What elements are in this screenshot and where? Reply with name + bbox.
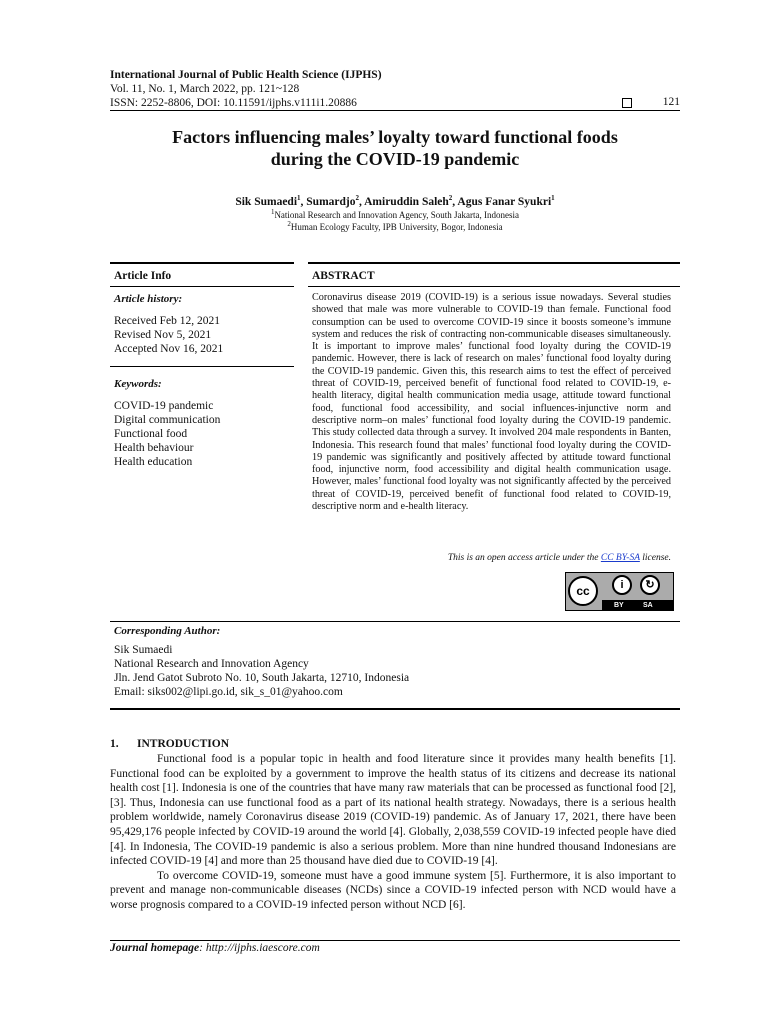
introduction-body <box>110 752 676 913</box>
paragraph: To overcome COVID-19, someone must have a good immune system [5]. Furthermore, it is also important to prevent and manage non-communicable diseases (NCDs) since a COVID-19 infected person with NCD would have a worse prognosis compared to a COVID-19 infected person without NCD [6]. <box>110 869 676 911</box>
badge-by: BY <box>614 602 624 609</box>
header-rule <box>110 110 680 111</box>
corresponding-bottom-rule <box>110 708 680 710</box>
badge-sa: SA <box>643 602 653 609</box>
running-header <box>110 68 680 110</box>
paper-title <box>110 126 680 170</box>
abstract-top-rule <box>308 262 680 264</box>
corresponding-address: Jln. Jend Gatot Subroto No. 10, South Jakarta, 12710, Indonesia <box>114 672 410 684</box>
keyword: Digital communication <box>114 414 221 426</box>
author: Sumardjo$^2$, <box>306 194 365 208</box>
history-list <box>114 314 223 356</box>
title-line-2: during the COVID-19 pandemic <box>270 149 520 169</box>
keywords-rule <box>110 366 294 367</box>
abstract-rule <box>308 286 680 287</box>
section-heading <box>110 738 229 750</box>
corresponding-agency: National Research and Innovation Agency <box>114 658 309 670</box>
keywords-list <box>114 399 220 469</box>
homepage-url[interactable]: : http://ijphs.iaescore.com <box>199 942 320 954</box>
keyword: COVID-19 pandemic <box>114 400 214 412</box>
journal-homepage: Journal homepage: http://ijphs.iaescore.com <box>110 942 320 954</box>
paragraph: Functional food is a popular topic in health and food literature since it provides many health benefits [1]. Functional food can be exploited by a government to improve the health status of its citizens and decrease its national health cost [1]. Indonesia is one of the countries that have many raw materials that can be processed as functional food [2], [3]. Thus, Indonesia can use functional food as a part of its national health strategy. Nowadays, there is a serious health problem worldwide, namely Coronavirus disease 2019 (COVID-19) pandemic. As of January 17, 2021, there have been 95,429,176 people infected by COVID-19 around the world [4]. Globally, 2,038,559 COVID-19 infected people have died [4]. In Indonesia, The COVID-19 pandemic is also a serious problem. More than nine hundred thousand Indonesians are infected COVID-19 [4] and more than 25 thousand have died due to COVID-19 [4]. <box>110 753 676 868</box>
keywords-label: Keywords: <box>114 378 162 390</box>
article-info-top-rule <box>110 262 294 264</box>
journal-name: International Journal of Public Health Science (IJPHS) <box>110 69 382 81</box>
history-item: Revised Nov 5, 2021 <box>114 329 212 341</box>
history-item: Accepted Nov 16, 2021 <box>114 343 224 355</box>
article-info-rule <box>110 286 294 287</box>
keyword: Health education <box>114 456 193 468</box>
footer-rule <box>110 940 680 941</box>
keyword: Health behaviour <box>114 442 194 454</box>
history-item: Received Feb 12, 2021 <box>114 315 221 327</box>
section-number: 1. <box>110 738 119 750</box>
article-info-heading: Article Info <box>114 270 172 282</box>
corresponding-email: Email: siks002@lipi.go.id, sik_s_01@yahoo.com <box>114 686 343 698</box>
badge-strip <box>602 600 673 610</box>
corresponding-name: Sik Sumaedi <box>114 644 173 656</box>
keyword: Functional food <box>114 428 188 440</box>
corresponding-top-rule <box>110 621 680 622</box>
author-list <box>110 196 680 208</box>
page-square-icon <box>622 98 632 108</box>
author: Sik Sumaedi$^1$, <box>235 194 307 208</box>
corresponding-label: Corresponding Author: <box>114 625 221 637</box>
license-note: This is an open access article under the CC BY-SA license. <box>447 553 671 563</box>
issn-doi: ISSN: 2252-8806, DOI: 10.11591/ijphs.v111i1.20886 <box>110 97 357 109</box>
share-alike-icon: ↻ <box>640 575 660 595</box>
cc-by-sa-badge[interactable] <box>565 572 674 611</box>
cc-icon: cc <box>568 576 598 606</box>
history-label: Article history: <box>114 293 183 305</box>
volume-info: Vol. 11, No. 1, March 2022, pp. 121~128 <box>110 83 300 95</box>
person-icon: i <box>612 575 632 595</box>
page-number: 121 <box>662 96 680 108</box>
abstract-heading: ABSTRACT <box>312 270 375 282</box>
title-line-1: Factors influencing males’ loyalty toward functional foods <box>172 127 618 147</box>
author: Amiruddin Saleh$^2$, <box>364 194 458 208</box>
corresponding-details <box>114 643 409 699</box>
license-link[interactable]: CC BY-SA <box>600 553 640 563</box>
abstract-text: Coronavirus disease 2019 (COVID-19) is a serious issue nowadays. Several studies showed that male was more vulnerable to COVID-19 than female. Functional food consumption can be used to overcome COVID-19 since it boosts someone’s immune system and reduces the risk of contracting non-communicable diseases simultaneously. It is important to improve males’ functional food loyalty during the COVID-19 pandemic. However, there is lack of research on males’ functional food loyalty during the COVID-19 pandemic. Given this, this research aims to test the effect of perceived threat of COVID-19, perceived benefit of functional food related to COVID-19, e-health literacy, digital health communication media usage, attitude toward functional food, functional food accessibility, and social influences-injunctive norm and descriptive norm–on males’ functional food loyalty during the COVID-19 pandemic. This study collected data through a survey. It involved 204 male respondents in Banten, Indonesia. This research found that males’ functional food loyalty during the COVID-19 pandemic was significantly and positively affected by attitude toward functional food, injunctive norm, food accessibility and digital health communication usage. However, males’ functional food loyalty was not significantly affected by the perceived threat of COVID-19, perceived benefit of functional food related to COVID-19, descriptive norm and e-health literacy. <box>312 292 671 513</box>
section-title: INTRODUCTION <box>137 738 230 750</box>
affiliation-1: $^1$National Research and Innovation Agency, South Jakarta, Indonesia <box>270 208 520 220</box>
affiliation-2: $^2$Human Ecology Faculty, IPB University, Bogor, Indonesia <box>287 220 503 232</box>
author: Agus Fanar Syukri$^1$ <box>457 194 555 208</box>
